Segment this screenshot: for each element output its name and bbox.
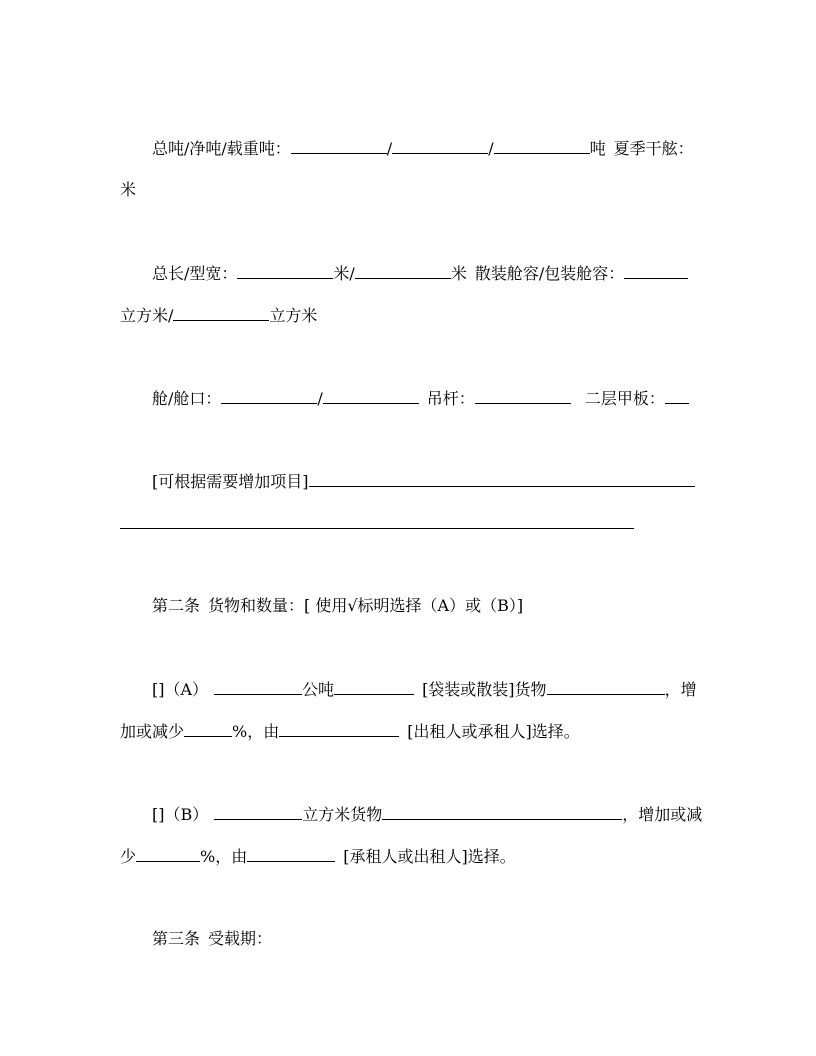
cubic-meter-cargo: 立方米货物 (302, 805, 383, 824)
option-a-tag: （A） (164, 680, 209, 699)
article-3-text: 受载期： (208, 929, 273, 948)
hatches-blank (323, 388, 419, 404)
percent-label: %，由 (200, 847, 248, 866)
tonnage-line (152, 138, 694, 158)
chooser-text: [出租人或承租人]选择。 (407, 722, 580, 741)
deadweight-blank (494, 138, 590, 154)
metric-ton-unit: 公吨 (302, 680, 335, 699)
packing-choice: [袋装或散装]货物 (422, 680, 547, 699)
option-a-end: ，增 (664, 680, 697, 699)
additional-items-line (152, 471, 695, 491)
ton-unit: 吨 (589, 139, 606, 158)
cargo-desc-blank (382, 804, 622, 820)
additional-items-blank (309, 471, 695, 487)
derrick-label: 吊杆： (426, 389, 475, 408)
option-b-line (152, 804, 702, 824)
sep: / (386, 139, 393, 158)
capacity-label: 散装舱容/包装舱容： (474, 264, 625, 283)
article-3-heading (152, 929, 272, 949)
freeboard-label: 夏季干舷： (613, 139, 694, 158)
grain-capacity-blank (173, 305, 269, 321)
option-b-checkbox[interactable]: [] (152, 805, 165, 824)
percent-label: %，由 (232, 722, 280, 741)
option-a-checkbox[interactable]: [] (152, 680, 165, 699)
percent-blank (184, 721, 232, 737)
tonnage-label: 总吨/净吨/载重吨： (152, 139, 291, 158)
cubic-meter-unit: 立方米/ (120, 306, 174, 325)
tonnage-blank (214, 679, 302, 695)
meter-unit: 米/ (333, 264, 355, 283)
freeboard-unit: 米 (120, 180, 137, 199)
dimensions-line (152, 263, 688, 283)
option-b-end: ，增加或减 (622, 805, 703, 824)
more-or-less-label: 加或减少 (120, 722, 185, 741)
hatch-line (152, 388, 689, 408)
derrick-blank (475, 388, 571, 404)
holds-blank (221, 388, 317, 404)
length-blank (237, 263, 333, 279)
less-label: 少 (120, 847, 137, 866)
additional-items-label: [可根据需要增加项目] (152, 472, 309, 491)
chooser-blank (247, 846, 335, 862)
additional-items-rule (120, 528, 634, 529)
hatch-label: 舱/舱口： (152, 389, 222, 408)
cubic-meter-unit: 立方米 (269, 306, 318, 325)
article-2-title: 第二条 (152, 596, 201, 615)
chooser-blank (279, 721, 399, 737)
option-b-cont (120, 846, 516, 866)
chooser-text: [承租人或出租人]选择。 (343, 847, 516, 866)
article-2-heading (152, 596, 523, 616)
option-a-line (152, 679, 697, 699)
gross-tonnage-blank (291, 138, 387, 154)
sep: / (317, 389, 323, 408)
tweendeck-blank (665, 388, 689, 404)
breadth-blank (355, 263, 451, 279)
cargo-qty-blank (334, 679, 414, 695)
bale-capacity-blank (624, 263, 688, 279)
tweendeck-label: 二层甲板： (584, 389, 665, 408)
sep: / (488, 139, 494, 158)
article-3-title: 第三条 (152, 929, 201, 948)
percent-blank (136, 846, 200, 862)
dimensions-label: 总长/型宽： (152, 264, 238, 283)
meter-unit: 米 (450, 264, 467, 283)
cargo-name-blank (547, 679, 665, 695)
option-b-tag: （B） (164, 805, 209, 824)
capacity-cont-line (120, 305, 317, 325)
option-a-cont (120, 721, 580, 741)
net-tonnage-blank (392, 138, 488, 154)
article-2-text: 货物和数量：[ 使用√标明选择（A）或（B）] (208, 596, 524, 615)
volume-blank (214, 804, 302, 820)
